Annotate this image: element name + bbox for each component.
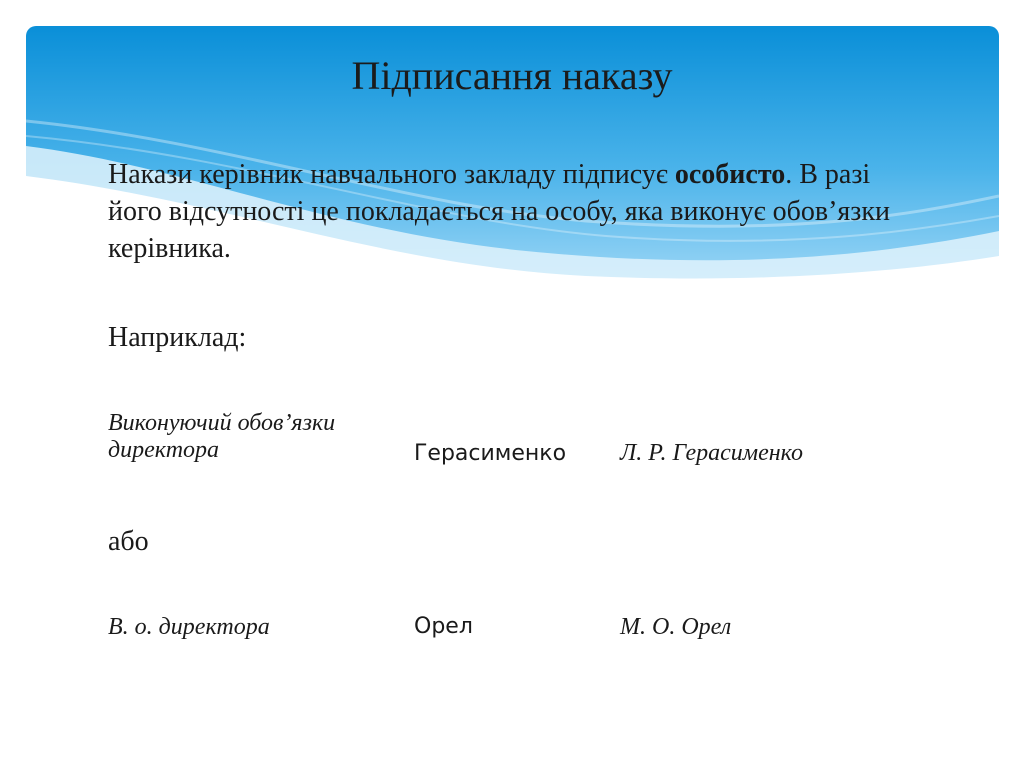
signature2-signature: Орел [414,614,473,639]
signature1-position-line2: директора [108,437,220,463]
paragraph-bold-word: особисто [674,159,786,190]
signature1-name: Л. Р. Герасименко [620,440,803,466]
signature2-name: М. О. Орел [620,614,732,640]
example-label: Наприклад: [108,322,247,353]
signature2-position: В. о. директора [108,614,270,640]
signature1-position [108,410,335,464]
signature1-position-line1: Виконуючий обов’язки [108,410,336,436]
paragraph-part1: Накази керівник навчального закладу підписує [108,159,675,190]
slide-title: Підписання наказу [351,53,673,98]
paragraph-part2: . В разі його відсутності це покладається на особу, яка виконує обов’язки керівника. [108,159,890,264]
main-paragraph [108,156,928,267]
or-label: або [108,526,149,557]
signature1-signature: Герасименко [414,441,567,466]
